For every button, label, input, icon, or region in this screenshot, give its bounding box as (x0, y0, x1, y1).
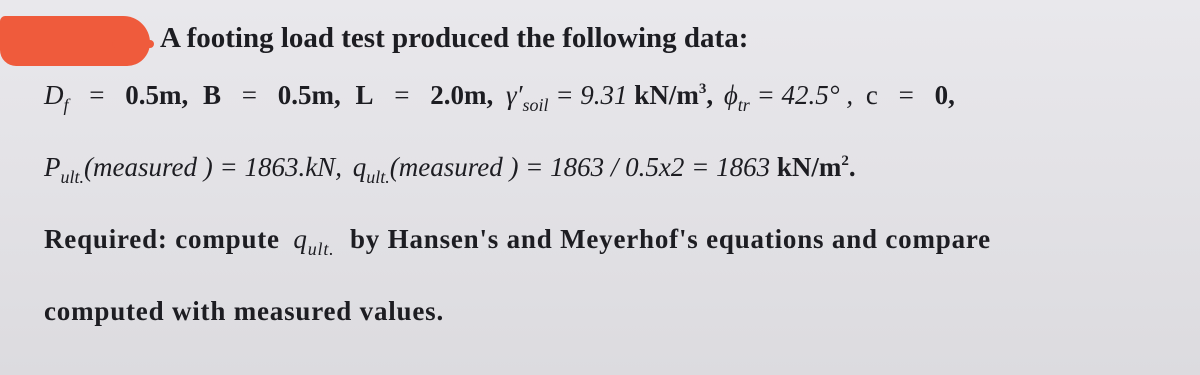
compare-line: computed with measured values. (44, 296, 445, 326)
c-symbol: c (865, 80, 878, 110)
equals-sign: = (898, 80, 914, 110)
equals-sign: = (89, 80, 105, 110)
phi-symbol: ϕ (723, 80, 738, 110)
b-value: 0.5m, (277, 80, 341, 110)
gamma-value: = 9.31 (555, 80, 628, 110)
df-value: 0.5m, (125, 80, 189, 110)
l-symbol: L (355, 80, 374, 110)
gamma-subscript: soil (522, 95, 549, 115)
phi-value: = 42.5° , (756, 80, 854, 110)
q-unit: kN/m (776, 152, 842, 182)
c-value: 0, (934, 80, 955, 110)
gamma-unit-exponent: 3 (698, 81, 707, 97)
df-subscript: f (63, 95, 69, 115)
q-ult-subscript: ult. (366, 167, 390, 187)
phi-subscript: tr (737, 95, 750, 115)
required-line (44, 224, 991, 259)
gamma-symbol: γ′ (506, 80, 523, 110)
equals-sign: = (394, 80, 410, 110)
p-ult-expression: (measured ) = 1863.kN, (84, 152, 342, 182)
q-ult-expression: (measured ) = 1863 / 0.5x2 = 1863 (389, 152, 771, 182)
equals-sign: = (241, 80, 257, 110)
required-prefix: Required: compute (44, 224, 280, 254)
p-ult-subscript: ult. (60, 167, 85, 187)
given-data-line: $D_f = 0.5m$, B = 0.5m, L = 2.0m, $\gamma'_{soil} = 9.31$ $kN/m^3$, $\phi_{tr} = 42.5^\circ$ , c = 0, (44, 80, 955, 115)
b-symbol: B (203, 80, 222, 110)
q-end-period: . (848, 152, 856, 182)
required-suffix: by Hansen's and Meyerhof's equations and compare (349, 224, 991, 254)
redaction-mark-tail (112, 40, 154, 48)
gamma-unit: kN/m (634, 80, 699, 110)
q-ult-symbol: q (293, 224, 308, 254)
q-unit-exponent: 2 (841, 153, 849, 169)
q-ult-subscript: ult. (307, 239, 335, 259)
l-value: 2.0m, (430, 80, 494, 110)
measured-data-line (44, 152, 856, 187)
p-ult-symbol: P (44, 152, 61, 182)
df-symbol: D (44, 80, 64, 110)
q-ult-symbol: q (352, 152, 367, 182)
problem-title: A footing load test produced the following data: (160, 22, 749, 54)
